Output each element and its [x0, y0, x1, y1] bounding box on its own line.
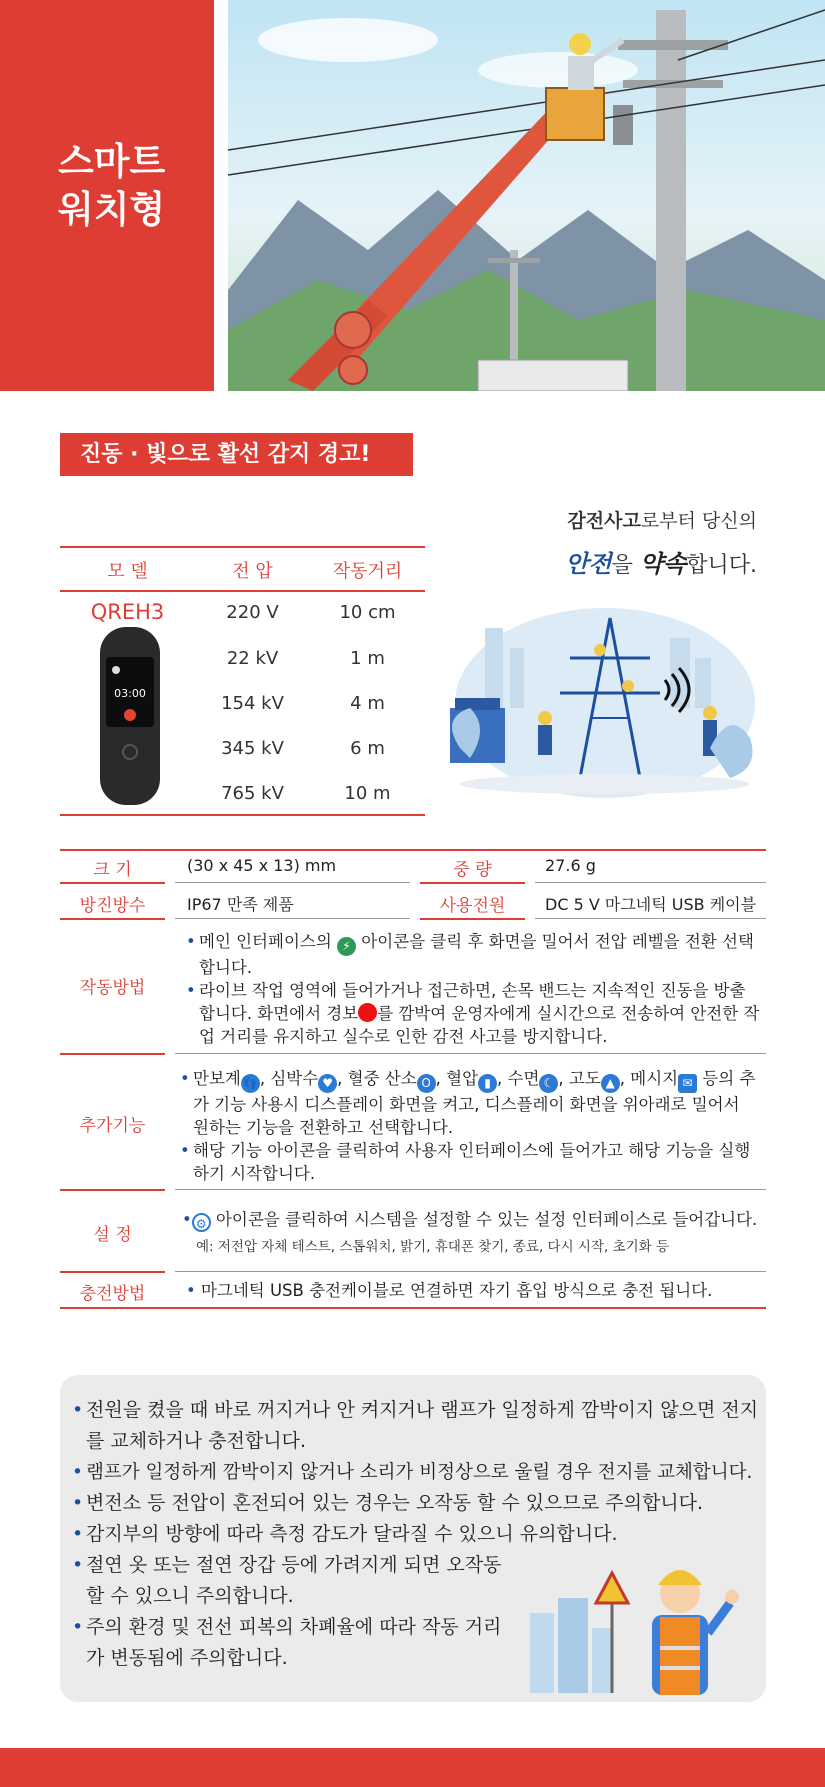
extra-sleep: , 수면: [497, 1069, 540, 1088]
distance-header: 작동거리: [332, 561, 403, 582]
extra-blood-pressure: , 혈압: [435, 1069, 479, 1088]
weight-value-line: [535, 882, 766, 883]
settings-label: 설 정: [93, 1225, 132, 1245]
model-name: QREH3: [90, 600, 165, 624]
distance-cell: 1 m: [350, 648, 385, 669]
tagline-line1: [567, 506, 757, 533]
spec-bottom-line: [60, 1307, 766, 1309]
extra-pedometer: 만보계: [193, 1069, 241, 1088]
tagline-particle: 을: [611, 553, 640, 578]
product-type-title: 스마트 워치형: [58, 140, 166, 231]
extra-underline: [60, 1189, 165, 1191]
size-value: (30 x 45 x 13) mm: [187, 856, 337, 875]
weight-underline: [420, 882, 525, 884]
settings-underline: [60, 1271, 165, 1273]
message-icon: ✉: [678, 1074, 697, 1093]
watch-time: 03:00: [114, 687, 146, 700]
operation-item-1: [186, 930, 760, 979]
power-value-line: [535, 918, 766, 919]
footer-bar: [0, 1748, 825, 1787]
settings-example: 예: 저전압 자체 테스트, 스톱워치, 밝기, 휴대폰 찾기, 종료, 다시 시작, 초기화 등: [196, 1239, 670, 1255]
notice-item: • 주의 환경 및 전선 피복의 차폐율에 따라 작동 거리가 변동됨에 주의합니다.: [72, 1612, 512, 1674]
waterproof-label: 방진방수: [79, 896, 146, 916]
charging-label: 충전방법: [79, 1284, 146, 1304]
extra-oxygen: , 혈중 산소: [337, 1069, 417, 1088]
tagline-safety: 안전: [565, 549, 612, 578]
operation-line: [175, 1053, 766, 1054]
lightning-icon: ⚡: [337, 937, 356, 956]
tagline-bold: 감전사고: [567, 510, 641, 532]
notice-item: • 램프가 일정하게 깜박이지 않거나 소리가 비정상으로 울릴 경우 전지를 교체합니다.: [72, 1457, 762, 1488]
tagline-promise: 약속: [639, 549, 687, 578]
voltage-cell: 765 kV: [221, 783, 284, 804]
extra-altitude: , 고도: [558, 1069, 601, 1088]
distance-cell: 10 m: [344, 783, 391, 804]
model-table-header-line: [60, 590, 425, 592]
charging-description: 마그네틱 USB 충전케이블로 연결하면 자기 흡입 방식으로 충전 됩니다.: [200, 1281, 713, 1300]
voltage-header: 전 압: [232, 561, 273, 582]
distance-cell: 10 cm: [339, 602, 396, 623]
size-label: 크 기: [93, 860, 132, 880]
spec-top-line: [60, 849, 766, 851]
operation-text-2b: 를 깜박여 운영자에게 실시간으로 전송하여 안전한 작업 거리를 유지하고 실수로 인한 감전 사고를 방지합니다.: [199, 1004, 760, 1046]
notice-box: [60, 1375, 766, 1702]
extra-tail: 등의 추가 기능 사용시 디스플레이 화면을 켜고, 디스플레이 화면을 위아래로 밀어서 원하는 기능을 전환하고 선택합니다.: [193, 1069, 756, 1137]
power-underline: [420, 918, 525, 920]
feature-banner: 진동 · 빛으로 활선 감지 경고!: [60, 433, 413, 476]
distance-cell: 6 m: [350, 738, 385, 759]
power-workers-illustration: [440, 598, 770, 798]
worker-warning-illustration: [520, 1553, 760, 1698]
pedometer-icon: 👣: [241, 1074, 260, 1093]
operation-item-2: [186, 979, 760, 1048]
operation-list: [186, 930, 760, 1048]
extra-item-1: [180, 1067, 760, 1139]
power-label: 사용전원: [439, 896, 506, 916]
size-value-line: [175, 882, 410, 883]
charging-text: [186, 1279, 766, 1302]
operation-text-2a: 라이브 작업 영역에 들어가거나 접근하면, 손목 밴드는 지속적인 진동을 방출합니다. 화면에서 경보: [199, 981, 746, 1023]
alarm-icon: [358, 1003, 377, 1022]
gear-icon: ⚙: [192, 1213, 211, 1232]
weight-value: 27.6 g: [545, 856, 596, 875]
oxygen-icon: O: [417, 1074, 436, 1093]
charging-bullet: •: [186, 1281, 196, 1300]
extra-list: [180, 1067, 760, 1185]
model-header: 모 델: [107, 561, 148, 582]
size-underline: [60, 882, 165, 884]
voltage-cell: 22 kV: [226, 648, 279, 669]
notice-item: • 변전소 등 전압이 혼전되어 있는 경우는 오작동 할 수 있으므로 주의합니다.: [72, 1488, 762, 1519]
sleep-icon: ☾: [539, 1074, 558, 1093]
smartwatch-image: [96, 627, 164, 805]
voltage-cell: 345 kV: [221, 738, 284, 759]
tagline-rest: 로부터 당신의: [640, 510, 757, 532]
waterproof-value-line: [175, 918, 410, 919]
settings-text: [182, 1208, 766, 1232]
tagline-end: 합니다.: [686, 553, 757, 578]
voltage-cell: 154 kV: [221, 693, 284, 714]
heart-icon: ♥: [318, 1074, 337, 1093]
waterproof-underline: [60, 918, 165, 920]
waterproof-value: IP67 만족 제품: [187, 895, 294, 914]
thermometer-icon: ▲: [601, 1074, 620, 1093]
blood-pressure-icon: ▮: [478, 1074, 497, 1093]
operation-underline: [60, 1053, 165, 1055]
distance-cell: 4 m: [350, 693, 385, 714]
extra-line: [175, 1189, 766, 1190]
extra-heart: , 심박수: [259, 1069, 319, 1088]
extra-item-2: • 해당 기능 아이콘을 클릭하여 사용자 인터페이스에 들어가고 해당 기능을 실행하기 시작합니다.: [180, 1139, 760, 1185]
voltage-cell: 220 V: [226, 602, 279, 623]
weight-label: 중 량: [453, 860, 492, 880]
notice-item: • 감지부의 방향에 따라 측정 감도가 달라질 수 있으니 유의합니다.: [72, 1519, 762, 1550]
notice-item: • 절연 옷 또는 절연 장갑 등에 가려지게 되면 오작동 할 수 있으니 주의합니다.: [72, 1550, 512, 1612]
operation-label: 작동방법: [79, 978, 146, 998]
tagline-line2: [565, 544, 757, 579]
extra-label: 추가기능: [79, 1116, 146, 1136]
bucket-truck-illustration: [228, 0, 825, 391]
notice-item: • 전원을 켰을 때 바로 꺼지거나 안 켜지거나 램프가 일정하게 깜박이지 않으면 전지를 교체하거나 충전합니다.: [72, 1395, 762, 1457]
model-table-top-line: [60, 546, 425, 548]
settings-line: [175, 1271, 766, 1272]
extra-message: , 메시지: [619, 1069, 679, 1088]
operation-text-1a: 메인 인터페이스의: [199, 932, 338, 951]
power-value: DC 5 V 마그네틱 USB 케이블: [545, 895, 757, 914]
settings-bullet: •: [182, 1210, 192, 1229]
operation-text-1b: 아이콘을 클릭 후 화면을 밀어서 전압 레벨을 전환 선택합니다.: [199, 932, 754, 977]
settings-description: 아이콘을 클릭하여 시스템을 설정할 수 있는 설정 인터페이스로 들어갑니다.: [210, 1210, 758, 1229]
model-table-bottom-line: [60, 814, 425, 816]
